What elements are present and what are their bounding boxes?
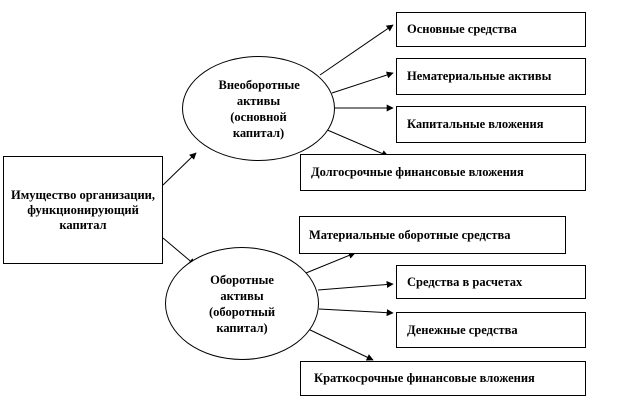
item-fixed-assets xyxy=(396,12,586,47)
item-long-term-investments xyxy=(300,154,586,191)
item-label: Краткосрочные финансовые вложения xyxy=(314,371,535,385)
noncurrent-assets-ellipse xyxy=(182,56,335,161)
item-intangible-assets xyxy=(396,58,586,95)
current-assets-label: Оборотные активы (оборотный капитал) xyxy=(208,272,276,335)
item-label: Нематериальные активы xyxy=(407,69,552,83)
arrow-to-long-term-investments xyxy=(325,129,388,156)
arrow-root-to-noncurrent xyxy=(163,153,196,185)
item-short-term-investments xyxy=(300,361,586,396)
item-label: Средства в расчетах xyxy=(407,274,523,289)
arrow-to-short-term-investments xyxy=(306,328,373,360)
noncurrent-assets-label: Внеоборотные активы (основной капитал) xyxy=(218,77,300,140)
item-label: Основные средства xyxy=(407,22,517,36)
item-cash xyxy=(396,312,586,348)
current-assets-ellipse xyxy=(165,247,319,360)
item-label: Денежные средства xyxy=(407,322,518,337)
item-material-current-assets xyxy=(299,216,566,254)
root-box xyxy=(3,156,163,264)
item-label: Капитальные вложения xyxy=(407,117,544,131)
item-receivables xyxy=(396,265,586,299)
arrow-to-intangible-assets xyxy=(332,73,393,93)
root-label: Имущество организации, функционирующий капитал xyxy=(10,187,155,232)
arrow-to-cash xyxy=(319,309,393,313)
item-capital-investments xyxy=(396,106,586,143)
arrow-to-fixed-assets xyxy=(320,25,393,75)
item-label: Долгосрочные финансовые вложения xyxy=(311,165,524,179)
arrow-to-material-current-assets xyxy=(306,253,355,273)
item-label: Материальные оборотные средства xyxy=(309,227,511,242)
arrow-to-receivables xyxy=(318,284,393,290)
